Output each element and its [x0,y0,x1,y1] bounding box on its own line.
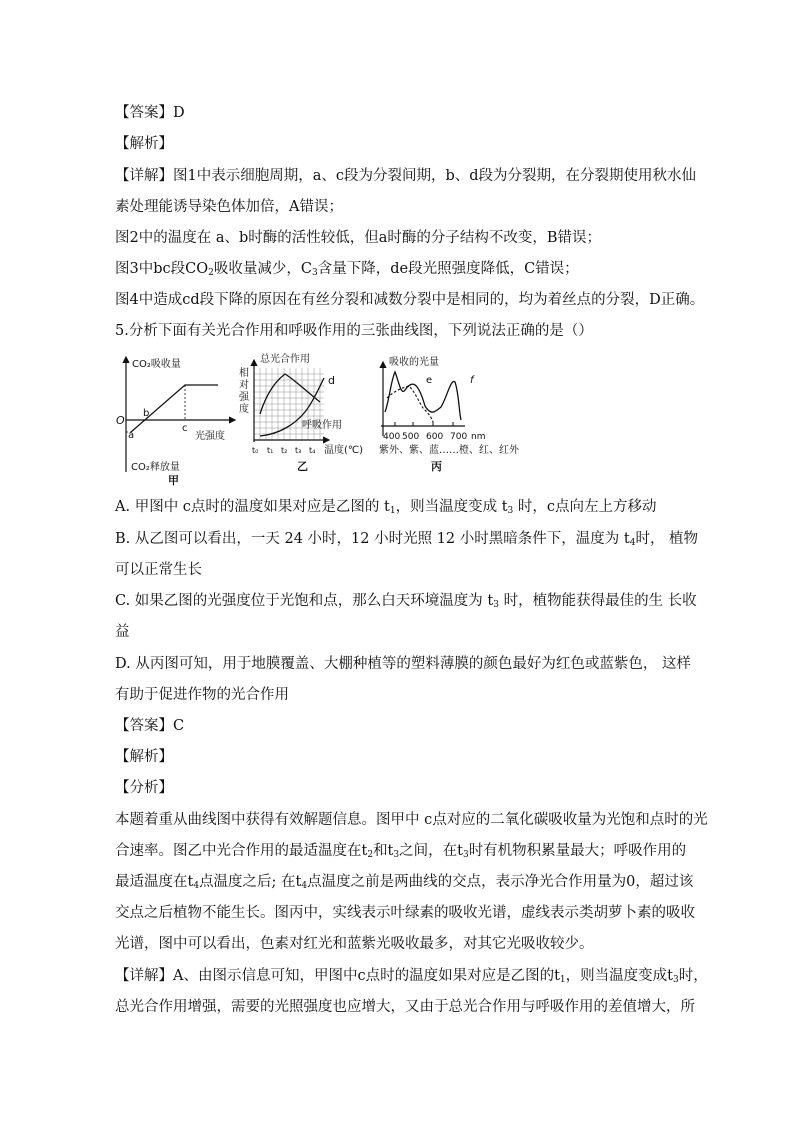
answer-line-q5: 【答案】C [115,718,185,734]
option-c: C. 如果乙图的光强度位于光饱和点，那么白天环境温度为 $t_3$ 时，植物能获得最佳的生 长收 [115,593,697,610]
explanation-line: 图2中的温度在 a、b时酶的活性较低，但a时酶的分子结构不改变，B错误； [115,230,602,246]
explanation-line: 图4中造成cd段下降的原因在有丝分裂和减数分裂中是相同的，均为着丝点的分裂，D正确。 [115,292,705,308]
option-b-cont: 可以正常生长 [115,562,202,578]
bing-spectrum: 紫外、紫、蓝……橙、红、红外 [379,445,519,456]
bing-tick-400: 400 [383,432,401,442]
graph-yi [239,352,363,473]
explanation-line: 图3中bc段$CO_2$吸收量减少，$C_3$含量下降，de段光照强度降低，C错误； [115,261,579,278]
question-5-figure [115,352,555,488]
explanation-line: 【详解】图1中表示细胞周期，a、c段为分裂间期，b、d段为分裂期，在分裂期使用秋水仙 [115,168,697,184]
figure-svg [115,352,555,488]
yi-point-d: d [328,374,335,387]
bing-tick-700: 700 [450,432,468,442]
bing-point-f: f [470,375,474,386]
yi-tick-t4: t₄ [309,446,316,455]
jia-xlabel: 光强度 [195,431,225,442]
yi-ylabel-3: 强 [239,392,249,403]
detail-line: 【详解】A、由图示信息可知，甲图中c点时的温度如果对应是乙图的$t_1$，则当温度变成$t_3$时， [115,968,708,985]
option-b: B. 从乙图可以看出，一天 24 小时，12 小时光照 12 小时黑暗条件下，温度为 $t_4$时， 植物 [115,531,699,548]
graph-jia [116,357,235,487]
detail-line: 总光合作用增强，需要的光照强度也应增大，又由于总光合作用与呼吸作用的差值增大，所 [115,999,695,1015]
yi-ylabel-2: 对 [239,380,249,391]
jia-point-b: b [143,408,150,419]
yi-tick-t0: t₀ [252,446,259,455]
jia-ytop-label: CO₂吸收量 [132,359,181,370]
jia-ybottom-label: CO₂释放量 [131,462,180,473]
bing-point-e: e [426,375,433,386]
answer-line-q4: 【答案】D [115,105,185,121]
fenxi-line: 最适温度在$t_4$点温度之后; 在$t_4$点温度之前是两曲线的交点，表示净光合作用量为0，超过该 [115,874,694,891]
yi-ylabel-4: 度 [239,404,249,415]
question-5-stem: 5.分析下面有关光合作用和呼吸作用的三张曲线图，下列说法正确的是（） [115,323,593,339]
option-c-cont: 益 [115,624,130,640]
fenxi-line: 交点之后植物不能生长。图丙中，实线表示叶绿素的吸收光谱，虚线表示类胡萝卜素的吸收 [115,905,695,921]
analysis-heading-q4: 【解析】 [115,136,173,152]
bing-ylabel: 吸收的光量 [389,357,439,368]
bing-tick-500: 500 [402,432,420,442]
jia-caption: 甲 [168,474,179,487]
graph-bing [379,355,520,473]
fenxi-line: 光谱，图中可以看出，色素对红光和蓝紫光吸收最多，对其它光吸收较少。 [115,936,594,952]
yi-curve2-label: 呼吸作用 [302,420,342,431]
explanation-line: 素处理能诱导染色体加倍，A错误； [115,199,343,215]
option-d-cont: 有助于促进作物的光合作用 [115,687,289,703]
yi-caption: 乙 [297,460,308,473]
yi-xlabel: 温度(℃) [324,445,364,456]
fenxi-line: 合速率。图乙中光合作用的最适温度在$t_2$和$t_3$之间，在$t_3$时有机物积累量最大；呼吸作用的 [115,843,687,860]
option-a: A. 甲图中 c点时的温度如果对应是乙图的 $t_1$，则当温度变成 $t_3$ 时，c点向左上方移动 [115,499,657,516]
yi-curve1-label: 总光合作用 [260,354,310,365]
fenxi-line: 本题着重从曲线图中获得有效解题信息。图甲中 c点对应的二氧化碳吸收量为光饱和点时的光 [115,812,708,828]
bing-unit: nm [471,432,486,442]
jia-origin: O [116,414,125,427]
yi-tick-t2: t₂ [281,446,288,455]
analysis-heading-q5: 【解析】 [115,749,173,765]
option-d: D. 从丙图可知，用于地膜覆盖、大棚种植等的塑料薄膜的颜色最好为红色或蓝紫色， 这样 [115,656,691,672]
jia-point-c: c [182,423,188,434]
jia-point-a: a [128,430,135,441]
yi-tick-t3: t₃ [295,446,302,455]
bing-tick-600: 600 [426,432,444,442]
fenxi-heading: 【分析】 [115,780,173,796]
bing-caption: 丙 [431,460,442,473]
yi-tick-t1: t₁ [267,446,274,455]
yi-ylabel-1: 相 [239,368,249,379]
